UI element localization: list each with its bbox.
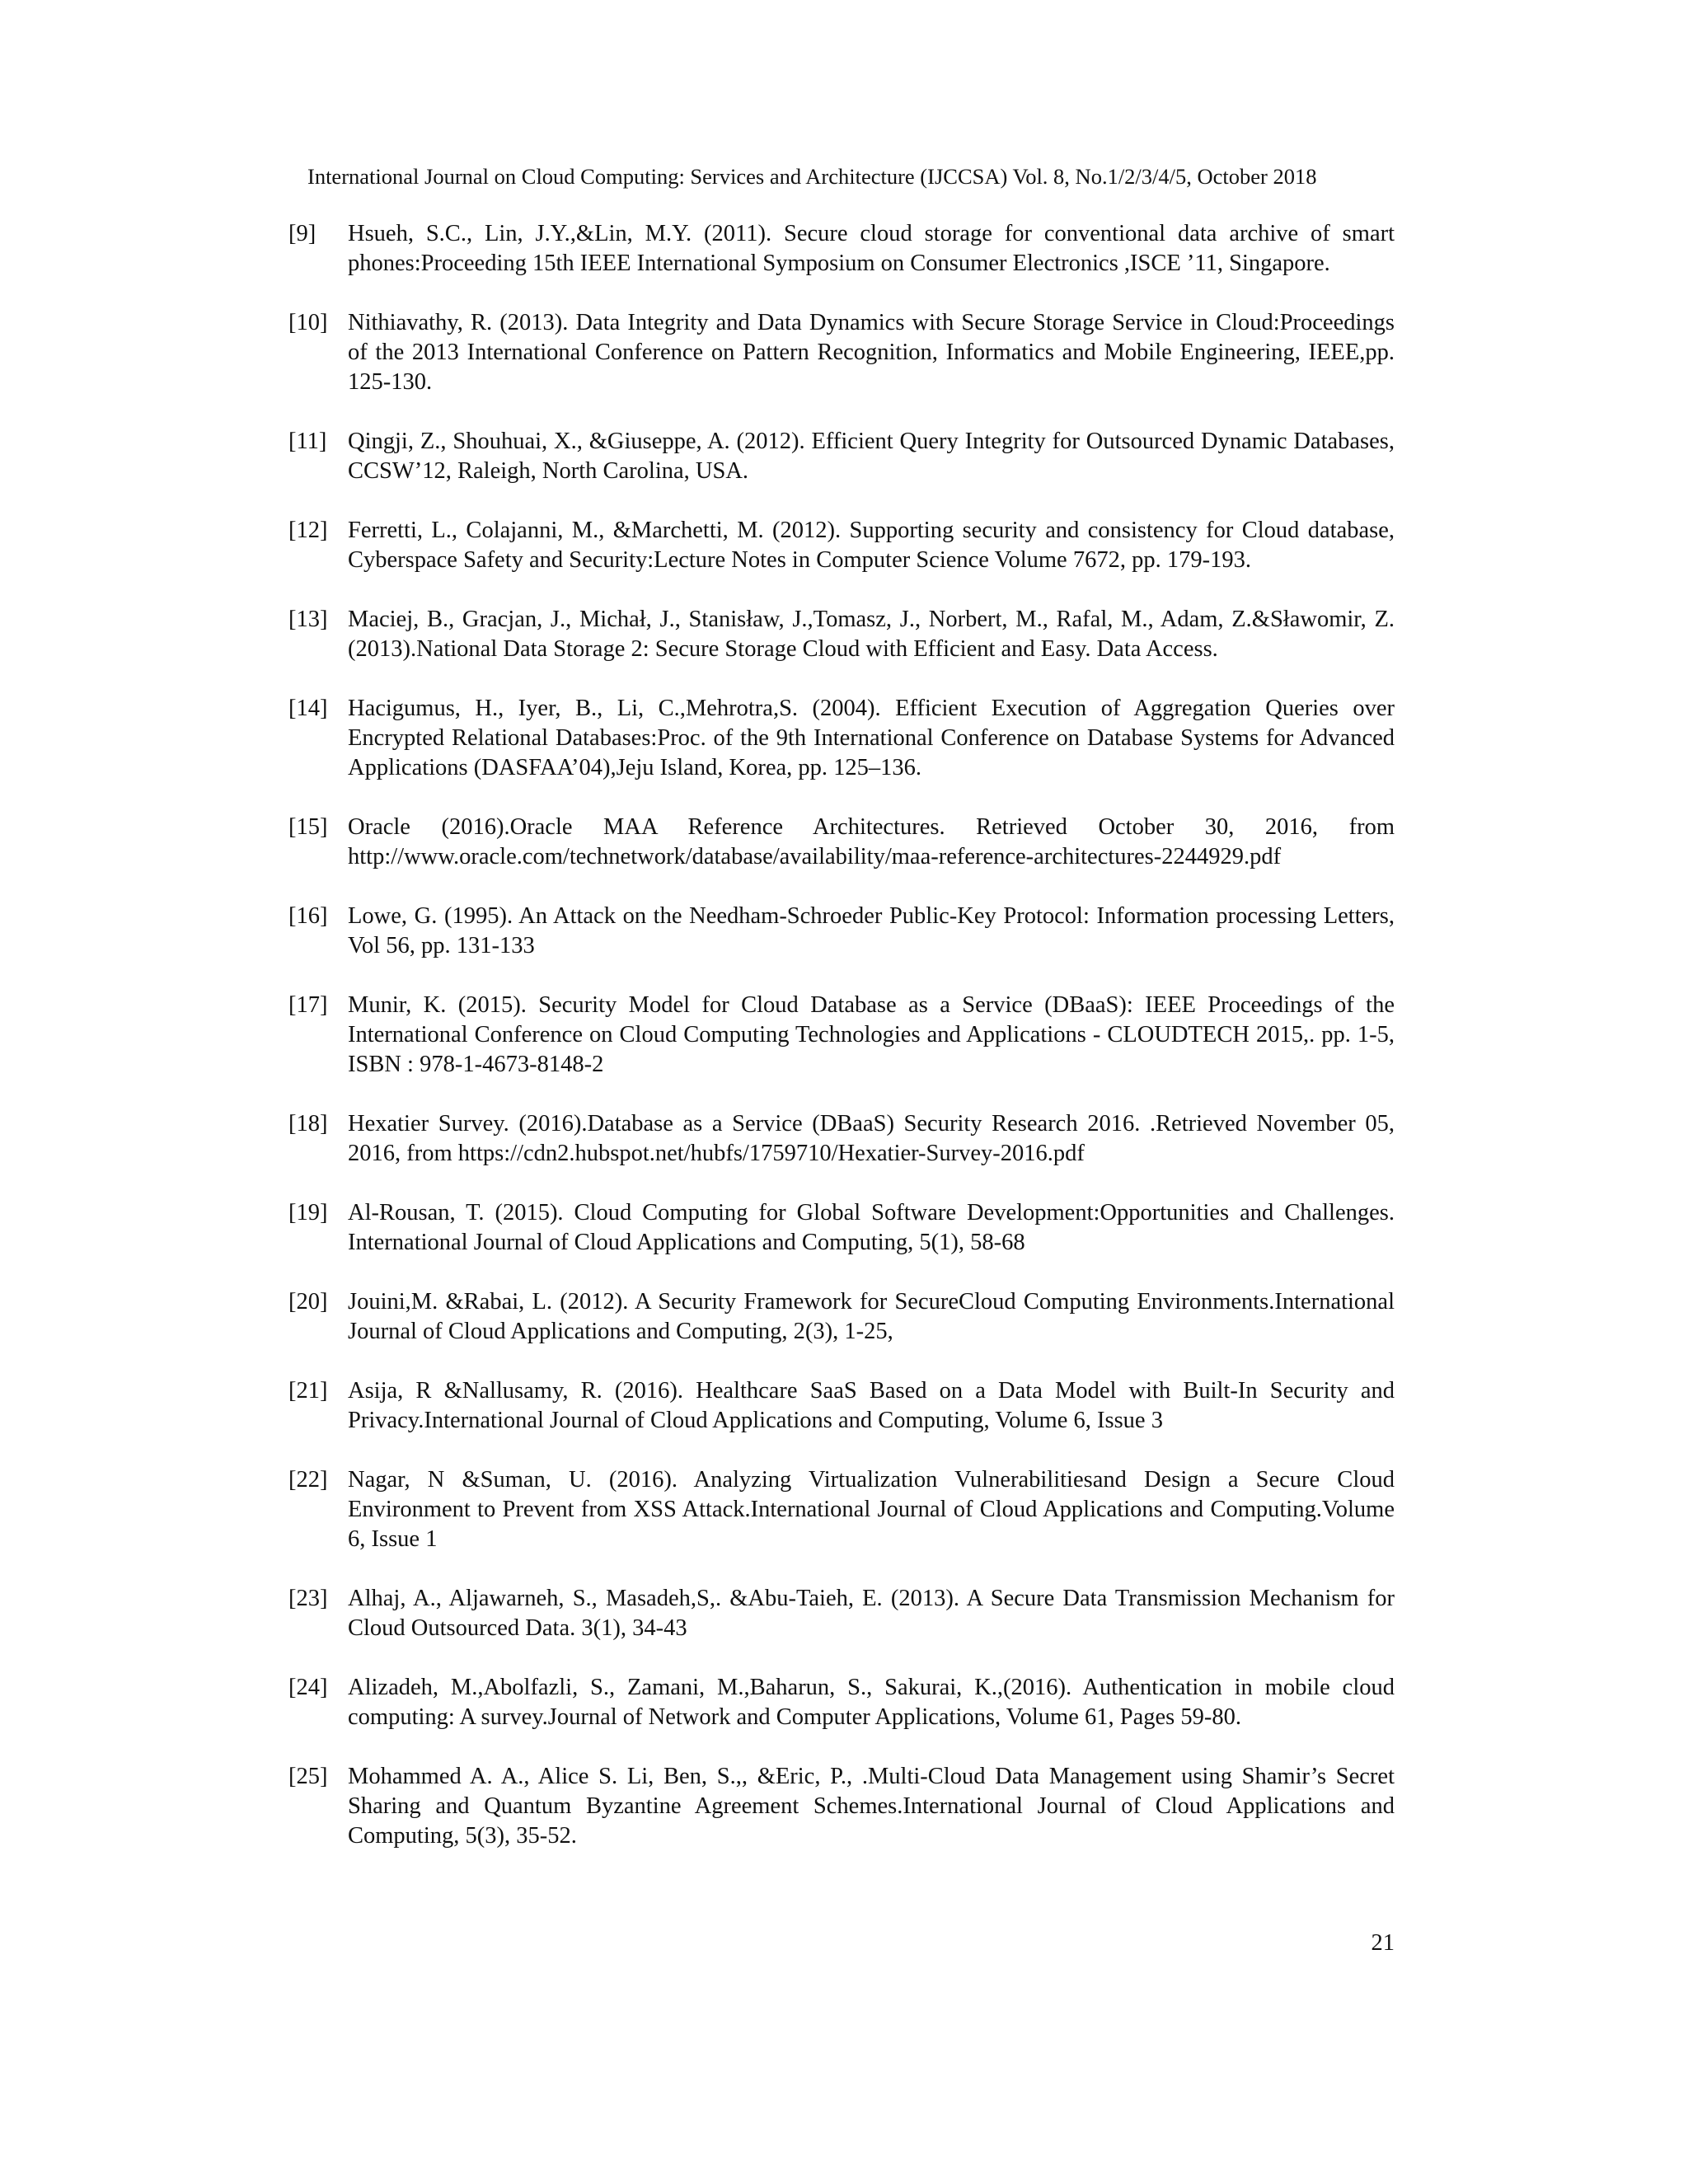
reference-number: [16] [288,903,328,929]
reference-item-21 [288,1376,1395,1436]
reference-text: Maciej, B., Gracjan, J., Michał, J., Stanisław, J.,Tomasz, J., Norbert, M., Rafal, M., Adam, Z.&Sławomir, Z. (2013).National Data Storage 2: Secure Storage Cloud with Efficient and Easy. Data Access. [348,607,1395,662]
reference-text: Nithiavathy, R. (2013). Data Integrity and Data Dynamics with Secure Storage Service in Cloud:Proceedings of the 2013 International Conference on Pattern Recognition, Informatics and Mobile Engineering, IEEE,pp. 125-130. [348,310,1395,395]
reference-number: [17] [288,992,328,1018]
reference-item-13 [288,605,1395,664]
reference-number: [12] [288,518,328,543]
reference-item-19 [288,1198,1395,1258]
reference-list [288,219,1395,1881]
reference-item-25 [288,1762,1395,1851]
reference-text: Nagar, N &Suman, U. (2016). Analyzing Virtualization Vulnerabilitiesand Design a Secure Cloud Environment to Prevent from XSS Attack.International Journal of Cloud Applications and Computing.Volume 6, Issue 1 [348,1467,1395,1552]
reference-text: Lowe, G. (1995). An Attack on the Needham-Schroeder Public-Key Protocol: Information processing Letters, Vol 56, pp. 131-133 [348,903,1395,958]
reference-number: [14] [288,696,328,721]
reference-item-17 [288,991,1395,1080]
reference-item-14 [288,694,1395,783]
reference-number: [18] [288,1111,328,1137]
reference-item-15 [288,813,1395,872]
reference-number: [15] [288,814,328,840]
reference-text: Hacigumus, H., Iyer, B., Li, C.,Mehrotra,S. (2004). Efficient Execution of Aggregation Queries over Encrypted Relational Databases:Proc. of the 9th International Conference on Database Systems for Advanced Applications (DASFAA’04),Jeju Island, Korea, pp. 125–136. [348,696,1395,780]
reference-text: Alizadeh, M.,Abolfazli, S., Zamani, M.,Baharun, S., Sakurai, K.,(2016). Authentication in mobile cloud computing: A survey.Journal of Network and Computer Applications, Volume 61, Pages 59-80. [348,1675,1395,1730]
reference-number: [25] [288,1764,328,1789]
reference-number: [9] [288,221,316,246]
reference-number: [21] [288,1378,328,1404]
reference-item-24 [288,1673,1395,1732]
running-header: International Journal on Cloud Computing: Services and Architecture (IJCCSA) Vol. 8, No.1/2/3/4/5, October 2018 [307,164,1317,189]
reference-text: Alhaj, A., Aljawarneh, S., Masadeh,S,. &Abu-Taieh, E. (2013). A Secure Data Transmission Mechanism for Cloud Outsourced Data. 3(1), 34-43 [348,1586,1395,1641]
reference-item-22 [288,1465,1395,1554]
reference-item-23 [288,1584,1395,1643]
reference-text: Ferretti, L., Colajanni, M., &Marchetti, M. (2012). Supporting security and consistency for Cloud database, Cyberspace Safety and Security:Lecture Notes in Computer Science Volume 7672, pp. 179-193. [348,518,1395,573]
reference-item-12 [288,516,1395,575]
reference-text: Hexatier Survey. (2016).Database as a Service (DBaaS) Security Research 2016. .Retrieved November 05, 2016, from https://cdn2.hubspot.net/hubfs/1759710/Hexatier-Survey-2016.pdf [348,1111,1395,1166]
reference-number: [22] [288,1467,328,1493]
reference-item-20 [288,1287,1395,1347]
reference-number: [19] [288,1200,328,1226]
reference-item-10 [288,308,1395,397]
reference-text: Mohammed A. A., Alice S. Li, Ben, S.,, &Eric, P., .Multi-Cloud Data Management using Shamir’s Secret Sharing and Quantum Byzantine Agreement Schemes.International Journal of Cloud Applications and Computing, 5(3), 35-52. [348,1764,1395,1849]
reference-text: Hsueh, S.C., Lin, J.Y.,&Lin, M.Y. (2011). Secure cloud storage for conventional data archive of smart phones:Proceeding 15th IEEE International Symposium on Consumer Electronics ,ISCE ’11, Singapore. [348,221,1395,276]
reference-number: [20] [288,1289,328,1315]
reference-text: Asija, R &Nallusamy, R. (2016). Healthcare SaaS Based on a Data Model with Built-In Security and Privacy.International Journal of Cloud Applications and Computing, Volume 6, Issue 3 [348,1378,1395,1433]
reference-number: [23] [288,1586,328,1611]
page-number: 21 [1371,1930,1395,1956]
reference-text: Qingji, Z., Shouhuai, X., &Giuseppe, A. (2012). Efficient Query Integrity for Outsourced Dynamic Databases, CCSW’12, Raleigh, North Carolina, USA. [348,429,1395,484]
reference-number: [10] [288,310,328,335]
reference-number: [11] [288,429,327,454]
reference-number: [24] [288,1675,328,1700]
reference-text: Munir, K. (2015). Security Model for Cloud Database as a Service (DBaaS): IEEE Proceedings of the International Conference on Cloud Computing Technologies and Applications - CLOUDTECH 2015,. pp. 1-5, ISBN : 978-1-4673-8148-2 [348,992,1395,1077]
reference-text: Jouini,M. &Rabai, L. (2012). A Security Framework for SecureCloud Computing Environments.International Journal of Cloud Applications and Computing, 2(3), 1-25, [348,1289,1395,1344]
reference-item-18 [288,1109,1395,1169]
reference-text: Al-Rousan, T. (2015). Cloud Computing for Global Software Development:Opportunities and Challenges. International Journal of Cloud Applications and Computing, 5(1), 58-68 [348,1200,1395,1255]
reference-item-9 [288,219,1395,279]
reference-item-11 [288,427,1395,486]
reference-item-16 [288,902,1395,961]
reference-number: [13] [288,607,328,632]
reference-text: Oracle (2016).Oracle MAA Reference Architectures. Retrieved October 30, 2016, from http://www.oracle.com/technetwork/database/availability/maa-reference-architectures-2244929.pdf [348,814,1395,869]
